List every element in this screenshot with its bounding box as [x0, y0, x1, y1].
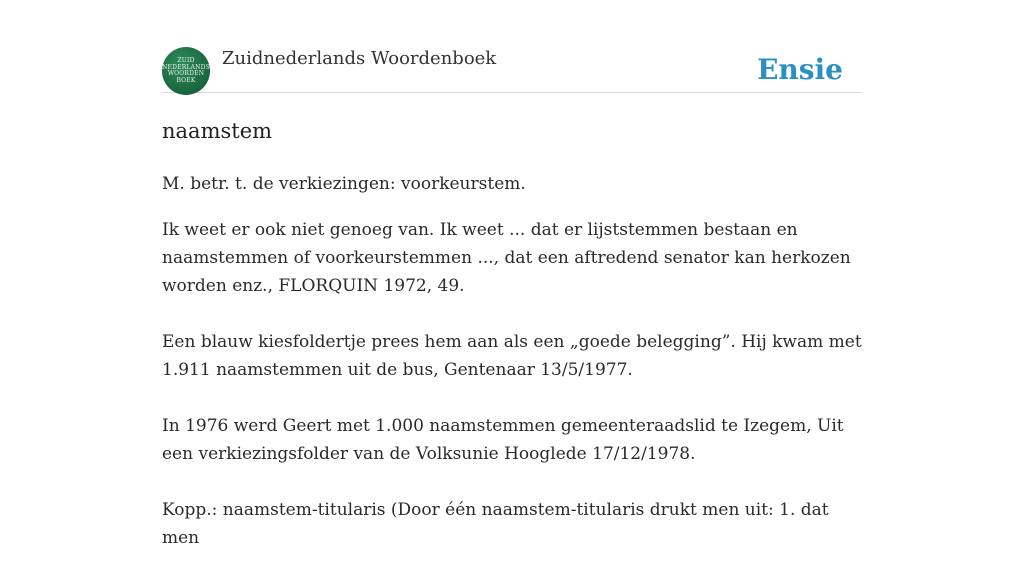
logo-line-2: NEDERLANDS: [162, 63, 210, 71]
quote-4: Kopp.: naamstem-titularis (Door één naamstem-titularis drukt men uit: 1. dat men: [162, 500, 829, 548]
entry-body: [162, 170, 862, 580]
quote-2: Een blauw kiesfoldertje prees hem aan als een „goede belegging”. Hij kwam met 1.911 naamstemmen uit de bus, Gentenaar 13/5/1977.: [162, 332, 862, 380]
site-header: [162, 46, 862, 93]
entry-title: naamstem: [162, 119, 273, 143]
logo-line-4: BOEK: [176, 76, 196, 84]
page: [162, 0, 862, 548]
quote-1: Ik weet er ook niet genoeg van. Ik weet ... dat er lijststemmen bestaan en naamstemmen of voorkeurstemmen ..., dat een aftredend senator kan herkozen worden enz., FLORQUIN 1972, 49.: [162, 220, 851, 296]
quote-3: In 1976 werd Geert met 1.000 naamstemmen gemeenteraadslid te Izegem, Uit een verkiezingsfolder van de Volksunie Hooglede 17/12/1978.: [162, 416, 844, 464]
entry-definition: M. betr. t. de verkiezingen: voorkeurstem.: [162, 174, 526, 194]
ensie-brand-link[interactable]: Ensie: [757, 53, 843, 86]
logo-line-1: ZUID: [177, 57, 195, 64]
logo-line-3: WOORDEN: [167, 70, 205, 77]
site-title[interactable]: Zuidnederlands Woordenboek: [222, 48, 497, 69]
dictionary-logo[interactable]: [162, 47, 210, 95]
